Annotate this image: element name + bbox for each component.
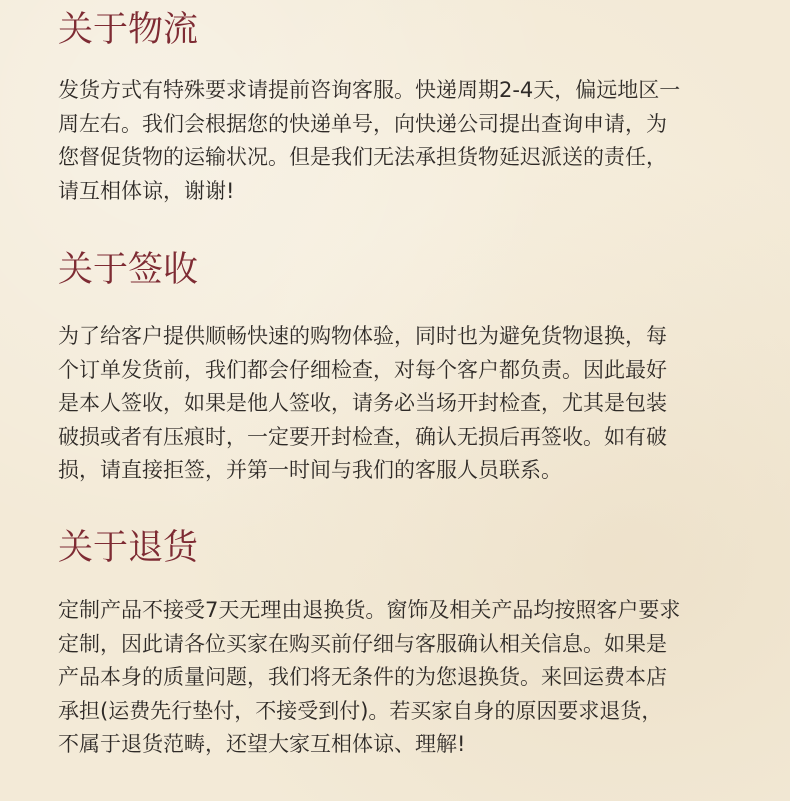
paragraph-line: 不属于退货范畴，还望大家互相体谅、理解! (58, 732, 466, 756)
paragraph-line: 是本人签收，如果是他人签收，请务必当场开封检查，尤其是包装 (58, 391, 667, 415)
paragraph-line: 周左右。我们会根据您的快递单号，向快递公司提出查询申请，为 (58, 111, 667, 136)
paragraph-line: 产品本身的质量问题，我们将无条件的为您退换货。来回运费本店 (58, 665, 667, 689)
section-body-logistics (58, 74, 763, 208)
paragraph-line: 您督促货物的运输状况。但是我们无法承担货物延迟派送的责任， (58, 145, 667, 169)
paragraph-line: 承担(运费先行垫付，不接受到付)。若买家自身的原因要求退货， (58, 698, 663, 723)
paragraph-line: 发货方式有特殊要求请提前咨询客服。快递周期2-4天，偏远地区一 (58, 78, 681, 102)
section-logistics (58, 10, 763, 208)
paragraph-line: 定制，因此请各位买家在购买前仔细与客服确认相关信息。如果是 (58, 631, 667, 656)
paragraph-line: 个订单发货前，我们都会仔细检查，对每个客户都负责。因此最好 (58, 357, 667, 382)
paragraph-line: 定制产品不接受7天无理由退换货。窗饰及相关产品均按照客户要求 (58, 598, 681, 622)
paragraph-line: 为了给客户提供顺畅快速的购物体验，同时也为避免货物退换，每 (58, 324, 667, 348)
section-signing (58, 250, 763, 488)
section-body-signing (58, 320, 763, 488)
section-title-signing: 关于签收 (58, 250, 199, 290)
section-body-returns (58, 594, 763, 762)
paragraph-line: 损，请直接拒签，并第一时间与我们的客服人员联系。 (58, 458, 562, 482)
paragraph-line: 请互相体谅，谢谢! (58, 178, 235, 203)
section-returns (58, 528, 763, 762)
section-title-returns: 关于退货 (58, 528, 199, 568)
section-title-logistics: 关于物流 (58, 10, 199, 50)
paragraph-line: 破损或者有压痕时，一定要开封检查，确认无损后再签收。如有破 (58, 424, 667, 449)
